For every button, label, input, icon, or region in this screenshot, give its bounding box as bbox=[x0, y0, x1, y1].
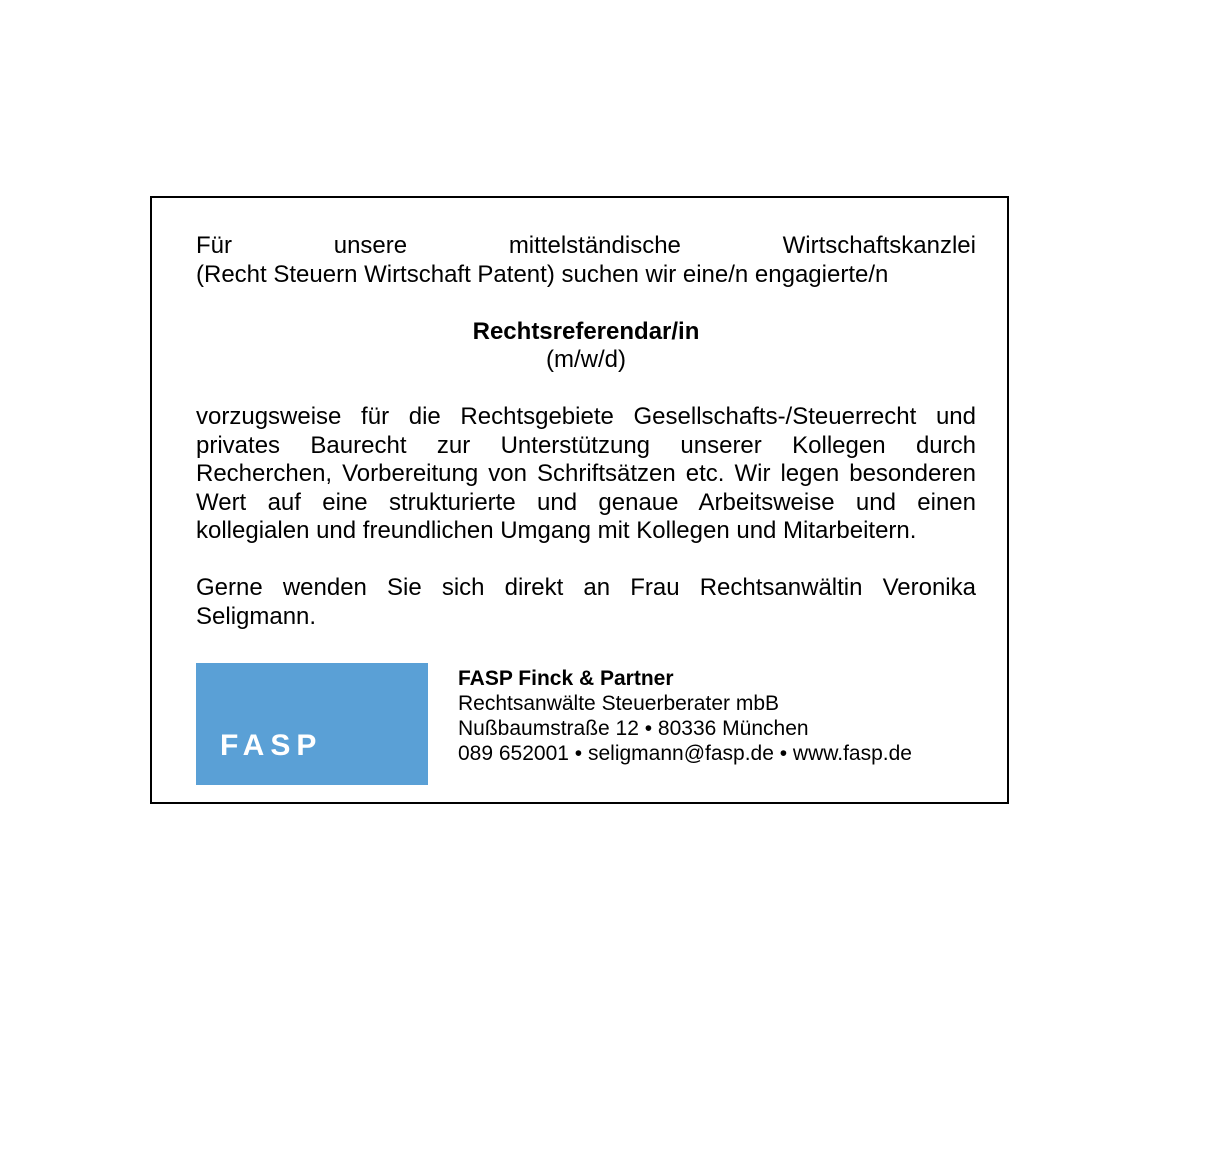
intro-paragraph bbox=[196, 232, 976, 289]
body-line: privates Baurecht zur Unterstützung unserer Kollegen durch bbox=[196, 431, 976, 459]
gender-note: (m/w/d) bbox=[546, 346, 626, 373]
intro-line-1: Für unsere mittelständische Wirtschaftskanzlei bbox=[196, 232, 976, 259]
body-line: Recherchen, Vorbereitung von Schriftsätzen etc. Wir legen besonderen bbox=[196, 460, 976, 487]
fasp-logo bbox=[196, 663, 428, 785]
company-name: FASP Finck & Partner bbox=[458, 667, 674, 690]
contact-line-1: Gerne wenden Sie sich direkt an Frau Rechtsanwältin Veronika bbox=[196, 574, 976, 601]
job-ad-box bbox=[150, 196, 1009, 804]
intro-line-2: (Recht Steuern Wirtschaft Patent) suchen wir eine/n engagierte/n bbox=[196, 260, 889, 288]
contact-paragraph bbox=[196, 574, 976, 631]
title-block bbox=[196, 318, 976, 375]
body-paragraph bbox=[196, 403, 976, 546]
footer bbox=[196, 663, 976, 785]
company-info bbox=[458, 663, 912, 766]
body-line: Wert auf eine strukturierte und genaue Arbeitsweise und einen bbox=[196, 488, 976, 516]
body-line: kollegialen und freundlichen Umgang mit Kollegen und Mitarbeitern. bbox=[196, 517, 917, 544]
company-type: Rechtsanwälte Steuerberater mbB bbox=[458, 692, 779, 715]
company-address: Nußbaumstraße 12 • 80336 München bbox=[458, 717, 809, 740]
job-title: Rechtsreferendar/in bbox=[472, 317, 700, 345]
fasp-logo-text: FASP bbox=[220, 729, 323, 762]
company-contact: 089 652001 • seligmann@fasp.de • www.fasp.de bbox=[458, 742, 912, 765]
contact-line-2: Seligmann. bbox=[196, 602, 317, 630]
body-line: vorzugsweise für die Rechtsgebiete Gesellschafts-/Steuerrecht und bbox=[196, 403, 976, 430]
